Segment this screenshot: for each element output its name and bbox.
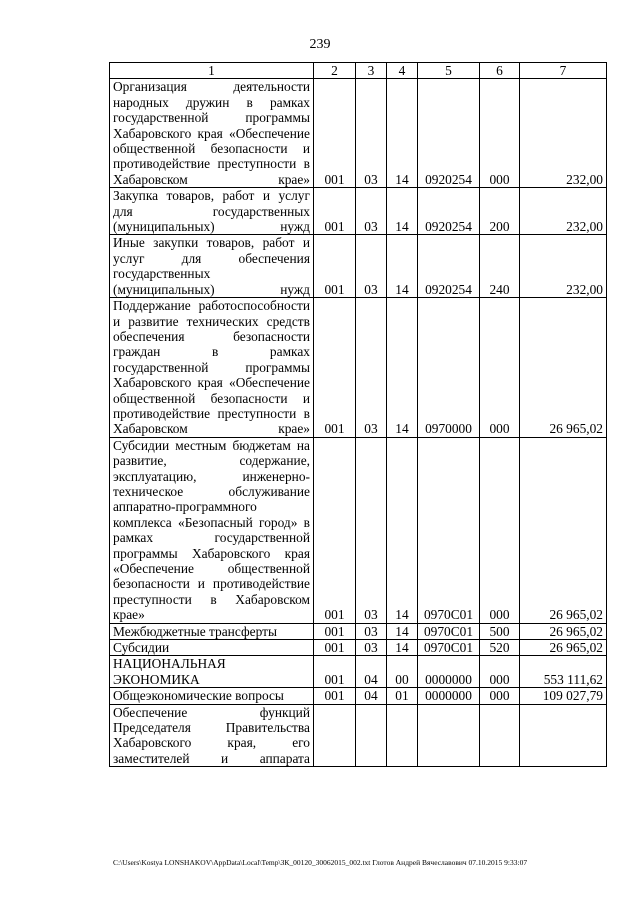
section-cell: 03 xyxy=(356,79,387,188)
code-cell: 001 xyxy=(314,688,356,704)
target-item-cell: 0970С01 xyxy=(418,623,480,639)
row-name-cell: НАЦИОНАЛЬНАЯ ЭКОНОМИКА xyxy=(110,656,314,688)
subsection-cell: 00 xyxy=(387,656,418,688)
subsection-cell: 14 xyxy=(387,640,418,656)
table-row xyxy=(110,188,607,235)
amount-cell: 232,00 xyxy=(520,79,607,188)
table-row xyxy=(110,656,607,688)
row-name-cell: Общеэкономические вопросы xyxy=(110,688,314,704)
subsection-cell: 01 xyxy=(387,688,418,704)
table-row xyxy=(110,79,607,188)
header-cell: 7 xyxy=(520,63,607,79)
section-cell: 04 xyxy=(356,688,387,704)
subsection-cell: 14 xyxy=(387,623,418,639)
amount-cell: 26 965,02 xyxy=(520,623,607,639)
row-name-cell: Межбюджетные трансферты xyxy=(110,623,314,639)
header-cell: 4 xyxy=(387,63,418,79)
amount-cell: 109 027,79 xyxy=(520,688,607,704)
amount-cell xyxy=(520,704,607,767)
section-cell: 04 xyxy=(356,656,387,688)
file-path-footer: C:\Users\Kostya LONSHAKOV\AppData\Local\Temp\ЗК_00120_30062015_002.txt Глотов Андрей Вячеславович 07.10.2015 9:33:07 xyxy=(113,858,528,867)
row-name-cell: Поддержание работоспособности и развитие технических средств обеспечения безопасности граждан в рамках государственной программы Хабаровского края «Обеспечение общественной безопасности и противодействие преступности в Хабаровском крае» xyxy=(110,298,314,438)
code-cell: 001 xyxy=(314,188,356,235)
subsection-cell: 14 xyxy=(387,79,418,188)
amount-cell: 26 965,02 xyxy=(520,298,607,438)
expense-type-cell xyxy=(480,704,520,767)
page-number: 239 xyxy=(309,37,331,52)
expense-type-cell: 000 xyxy=(480,437,520,623)
amount-cell: 232,00 xyxy=(520,188,607,235)
header-cell: 5 xyxy=(418,63,480,79)
code-cell: 001 xyxy=(314,656,356,688)
target-item-cell: 0000000 xyxy=(418,688,480,704)
budget-table xyxy=(109,62,607,767)
section-cell xyxy=(356,704,387,767)
code-cell: 001 xyxy=(314,79,356,188)
code-cell: 001 xyxy=(314,640,356,656)
target-item-cell: 0920254 xyxy=(418,235,480,298)
target-item-cell: 0970С01 xyxy=(418,640,480,656)
header-cell: 2 xyxy=(314,63,356,79)
subsection-cell xyxy=(387,704,418,767)
target-item-cell: 0920254 xyxy=(418,188,480,235)
target-item-cell: 0970000 xyxy=(418,298,480,438)
header-cell: 6 xyxy=(480,63,520,79)
subsection-cell: 14 xyxy=(387,188,418,235)
section-cell: 03 xyxy=(356,623,387,639)
code-cell: 001 xyxy=(314,623,356,639)
amount-cell: 26 965,02 xyxy=(520,437,607,623)
target-item-cell: 0970С01 xyxy=(418,437,480,623)
code-cell xyxy=(314,704,356,767)
code-cell: 001 xyxy=(314,437,356,623)
expense-type-cell: 000 xyxy=(480,656,520,688)
row-name-cell: Закупка товаров, работ и услуг для государственных (муниципальных) нужд xyxy=(110,188,314,235)
code-cell: 001 xyxy=(314,298,356,438)
expense-type-cell: 500 xyxy=(480,623,520,639)
expense-type-cell: 000 xyxy=(480,688,520,704)
target-item-cell: 0000000 xyxy=(418,656,480,688)
row-name-cell: Субсидии xyxy=(110,640,314,656)
row-name-cell: Субсидии местным бюджетам на развитие, содержание, эксплуатацию, инженерно-техническое обслуживание аппаратно-программного комплекса «Безопасный город» в рамках государственной программы Хабаровского края «Обеспечение общественной безопасности и противодействие преступности в Хабаровском крае» xyxy=(110,437,314,623)
table-row xyxy=(110,298,607,438)
code-cell: 001 xyxy=(314,235,356,298)
expense-type-cell: 520 xyxy=(480,640,520,656)
section-cell: 03 xyxy=(356,188,387,235)
section-cell: 03 xyxy=(356,640,387,656)
row-name-cell: Иные закупки товаров, работ и услуг для обеспечения государственных (муниципальных) нужд xyxy=(110,235,314,298)
table-row xyxy=(110,640,607,656)
header-cell: 3 xyxy=(356,63,387,79)
table-row xyxy=(110,704,607,767)
subsection-cell: 14 xyxy=(387,437,418,623)
expense-type-cell: 200 xyxy=(480,188,520,235)
table-row xyxy=(110,623,607,639)
table-row xyxy=(110,437,607,623)
target-item-cell: 0920254 xyxy=(418,79,480,188)
expense-type-cell: 000 xyxy=(480,79,520,188)
table-row xyxy=(110,688,607,704)
expense-type-cell: 000 xyxy=(480,298,520,438)
amount-cell: 26 965,02 xyxy=(520,640,607,656)
amount-cell: 553 111,62 xyxy=(520,656,607,688)
section-cell: 03 xyxy=(356,298,387,438)
expense-type-cell: 240 xyxy=(480,235,520,298)
subsection-cell: 14 xyxy=(387,235,418,298)
section-cell: 03 xyxy=(356,437,387,623)
target-item-cell xyxy=(418,704,480,767)
section-cell: 03 xyxy=(356,235,387,298)
subsection-cell: 14 xyxy=(387,298,418,438)
amount-cell: 232,00 xyxy=(520,235,607,298)
table-header-row xyxy=(110,63,607,79)
header-cell: 1 xyxy=(110,63,314,79)
row-name-cell: Обеспечение функций Председателя Правительства Хабаровского края, его заместителей и аппарата xyxy=(110,704,314,767)
row-name-cell: Организация деятельности народных дружин в рамках государственной программы Хабаровского края «Обеспечение общественной безопасности и противодействие преступности в Хабаровском крае» xyxy=(110,79,314,188)
table-row xyxy=(110,235,607,298)
